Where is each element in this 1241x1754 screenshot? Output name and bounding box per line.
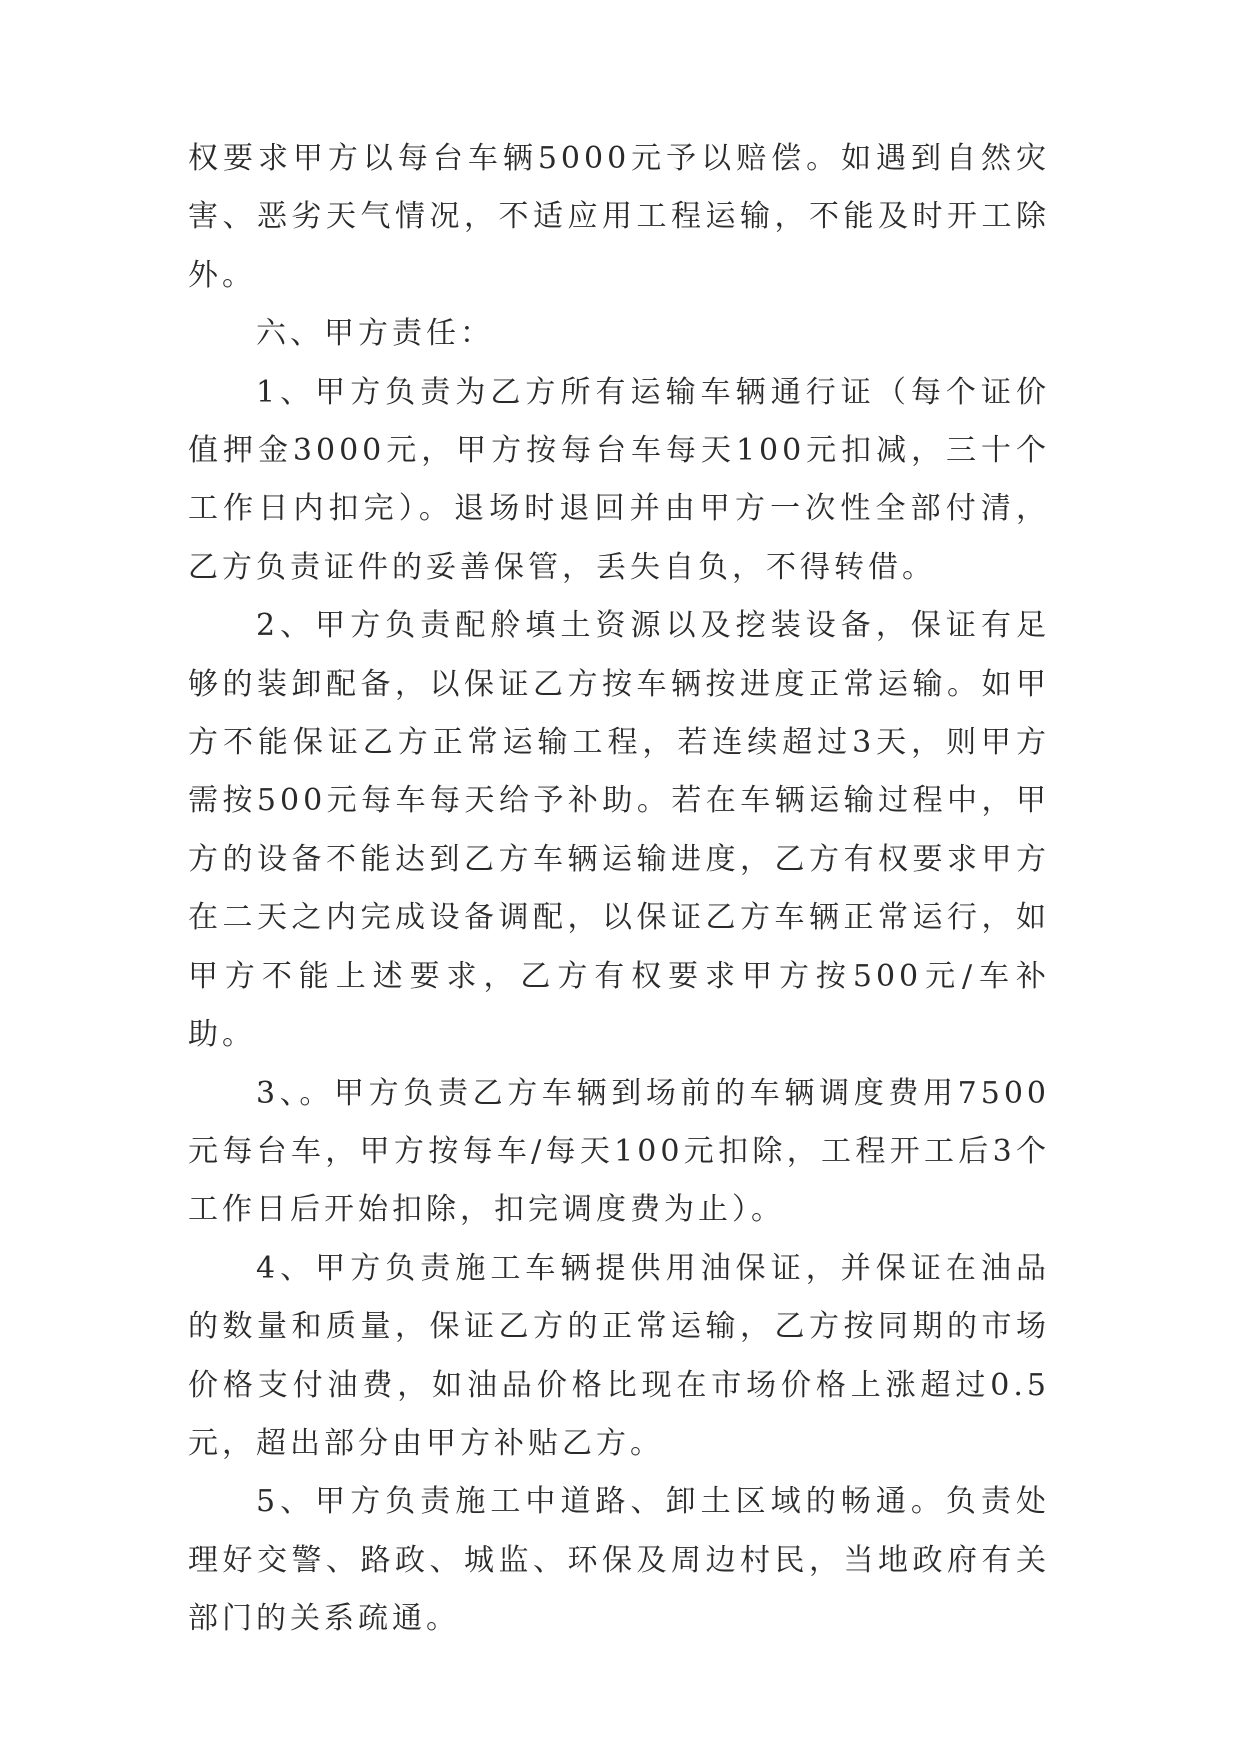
- paragraph-continuation: 权要求甲方以每台车辆5000元予以赔偿。如遇到自然灾害、恶劣天气情况，不适应用工程运输，不能及时开工除外。: [188, 141, 1050, 293]
- clause-2-equipment: 2、甲方负责配舲填土资源以及挖装设备，保证有足够的装卸配备，以保证乙方按车辆按进度正常运输。如甲方不能保证乙方正常运输工程，若连续超过3天，则甲方需按500元每车每天给予补助。若在车辆运输过程中，甲方的设备不能达到乙方车辆运输进度，乙方有权要求甲方在二天之内完成设备调配，以保证乙方车辆正常运行，如甲方不能上述要求，乙方有权要求甲方按500元/车补助。: [188, 608, 1050, 1053]
- document-body: [188, 130, 1050, 1649]
- clause-4-fuel: 4、甲方负责施工车辆提供用油保证，并保证在油品的数量和质量，保证乙方的正常运输，乙方按同期的市场价格支付油费，如油品价格比现在市场价格上涨超过0.5元，超出部分由甲方补贴乙方。: [188, 1250, 1050, 1461]
- clause-5-road-access: 5、甲方负责施工中道路、卸土区域的畅通。负责处理好交警、路政、城监、环保及周边村民，当地政府有关部门的关系疏通。: [188, 1484, 1050, 1637]
- clause-3-dispatch-fee: 3、。甲方负责乙方车辆到场前的车辆调度费用7500元每台车，甲方按每车/每天100元扣除，工程开工后3个工作日后开始扣除，扣完调度费为止）。: [188, 1075, 1050, 1228]
- clause-1-permits: 1、甲方负责为乙方所有运输车辆通行证（每个证价值押金3000元，甲方按每台车每天100元扣减，三十个工作日内扣完）。退场时退回并由甲方一次性全部付清，乙方负责证件的妥善保管，丢失自负，不得转借。: [188, 374, 1050, 585]
- section-heading-party-a-responsibilities: 六、甲方责任：: [256, 316, 494, 352]
